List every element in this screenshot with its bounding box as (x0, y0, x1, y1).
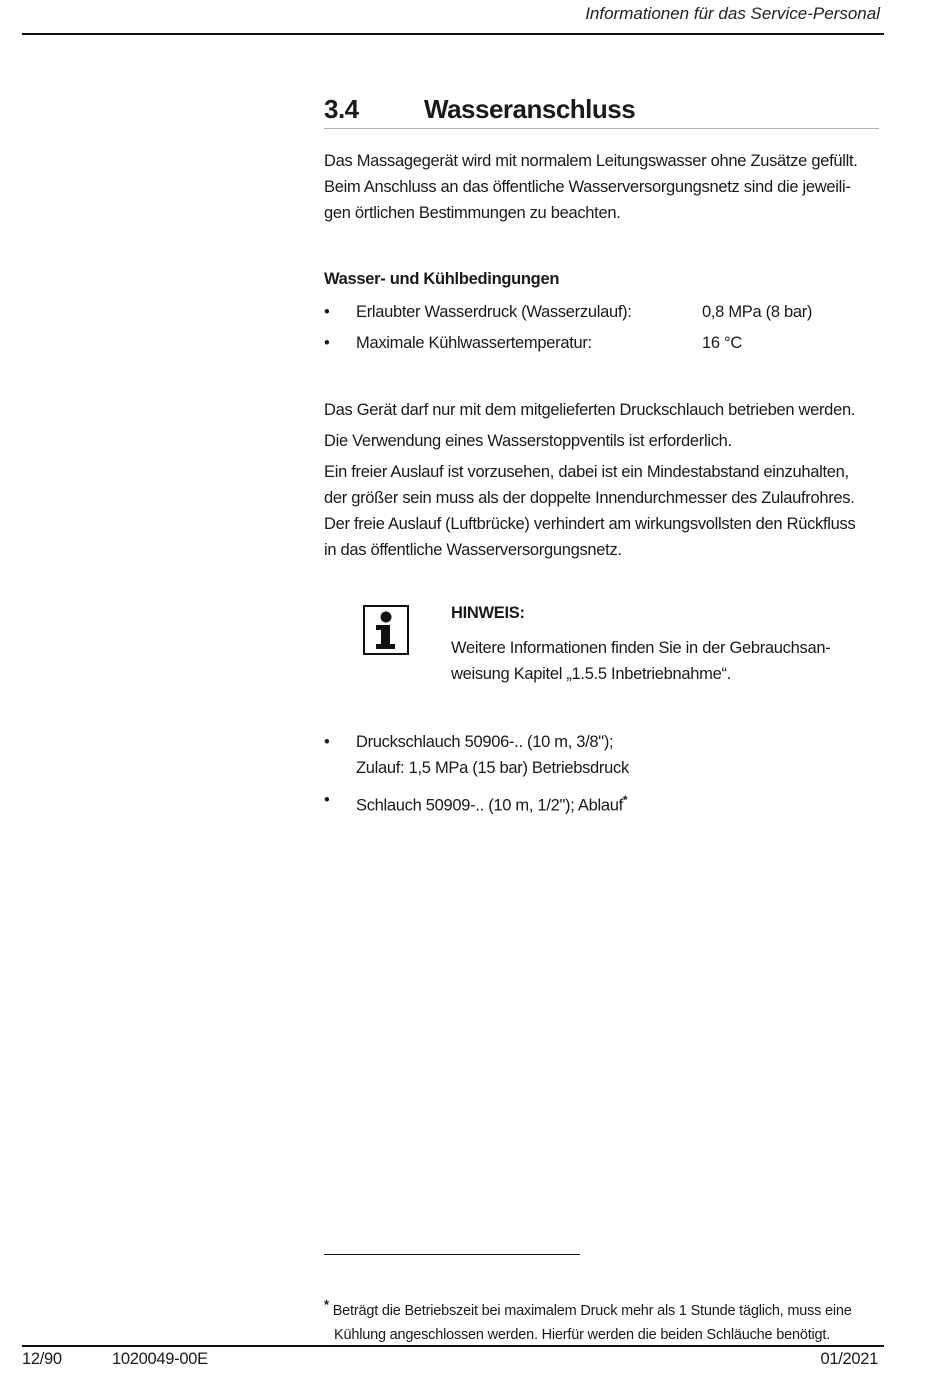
footnote-reference: * (622, 793, 628, 807)
notice-line: Weitere Informationen finden Sie in der Gebrauchsan- (451, 639, 831, 657)
footnote (324, 1293, 884, 1347)
running-header: Informationen für das Service-Personal (585, 4, 880, 23)
air-gap-line: Ein freier Auslauf ist vorzusehen, dabei ist ein Mindestabstand einzuhalten, (324, 463, 849, 481)
intro-line: Beim Anschluss an das öffentliche Wasserversorgungsnetz sind die jeweili- (324, 178, 851, 196)
conditions-heading: Wasser- und Kühlbedingungen (324, 270, 560, 288)
bullet: • (324, 733, 330, 751)
condition-label: Erlaubter Wasserdruck (Wasserzulauf): (356, 303, 632, 321)
section-title: Wasseranschluss (424, 94, 636, 124)
condition-value: 0,8 MPa (8 bar) (702, 303, 813, 321)
condition-item (324, 299, 879, 325)
hose-item-text (356, 787, 627, 819)
section-heading (324, 94, 879, 129)
header-divider (22, 33, 884, 35)
footnote-divider (324, 1254, 580, 1255)
bullet: • (324, 334, 330, 352)
bullet: • (324, 791, 330, 809)
condition-label: Maximale Kühlwassertemperatur: (356, 334, 592, 352)
footer-divider (22, 1345, 884, 1347)
notice-text (451, 635, 871, 687)
hose-item-line: Zulauf: 1,5 MPa (15 bar) Betriebsdruck (356, 759, 629, 777)
hose-item-line: Druckschlauch 50906-.. (10 m, 3/8"); (356, 733, 614, 751)
page-number: 12/90 (22, 1350, 62, 1368)
hose-item-line: Schlauch 50909-.. (10 m, 1/2"); Ablauf (356, 796, 623, 815)
hose-requirement-text: Das Gerät darf nur mit dem mitgelieferten Druckschlauch betrieben werden. (324, 401, 856, 419)
footnote-line: Kühlung angeschlossen werden. Hierfür werden die beiden Schläuche benötigt. (334, 1326, 831, 1343)
intro-line: gen örtlichen Bestimmungen zu beachten. (324, 204, 621, 222)
air-gap-line: Der freie Auslauf (Luftbrücke) verhindert am wirkungsvollsten den Rückfluss (324, 515, 856, 533)
air-gap-line: in das öffentliche Wasserversorgungsnetz. (324, 541, 622, 559)
section-number: 3.4 (324, 94, 359, 124)
footnote-marker: * (324, 1297, 329, 1312)
footnote-line: Beträgt die Betriebszeit bei maximalem Druck mehr als 1 Stunde täglich, muss eine (332, 1302, 852, 1319)
intro-line: Das Massagegerät wird mit normalem Leitungswasser ohne Zusätze gefüllt. (324, 152, 858, 170)
stop-valve-text: Die Verwendung eines Wasserstoppventils ist erforderlich. (324, 432, 732, 450)
document-number: 1020049-00E (112, 1350, 208, 1368)
condition-value: 16 °C (702, 334, 742, 352)
notice-line: weisung Kapitel „1.5.5 Inbetriebnahme“. (451, 665, 731, 683)
info-icon (363, 605, 409, 655)
hose-item-text (356, 729, 629, 781)
air-gap-paragraph (324, 459, 874, 563)
bullet: • (324, 303, 330, 321)
air-gap-line: der größer sein muss als der doppelte Innendurchmesser des Zulaufrohres. (324, 489, 855, 507)
hose-item (324, 787, 879, 813)
hose-item (324, 729, 879, 781)
notice-title: HINWEIS: (451, 604, 525, 622)
condition-item (324, 330, 879, 356)
intro-paragraph (324, 148, 874, 226)
document-date: 01/2021 (820, 1350, 878, 1368)
